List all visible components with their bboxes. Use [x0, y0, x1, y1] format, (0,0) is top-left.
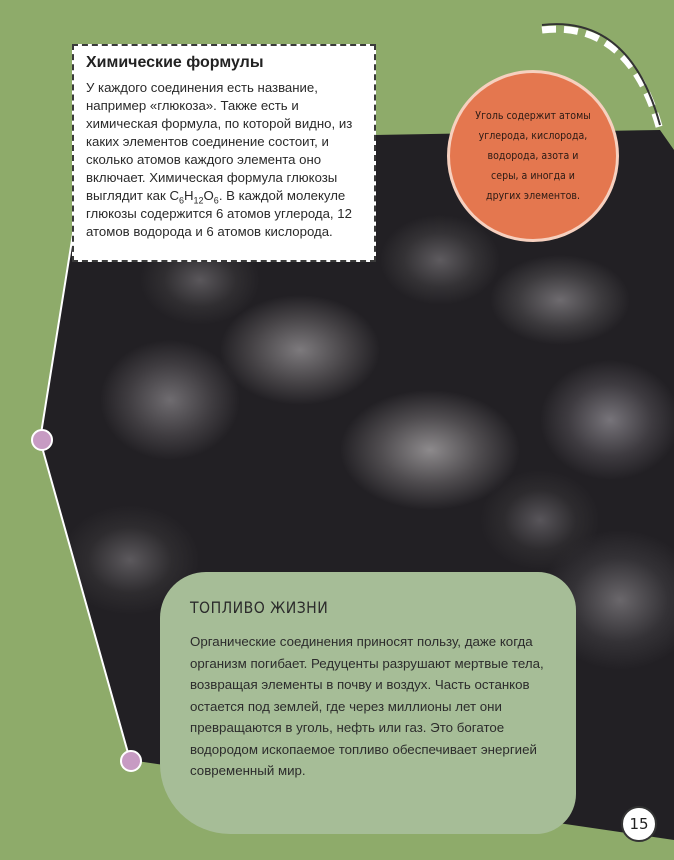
fuel-box-title: ТОПЛИВО ЖИЗНИ: [190, 598, 329, 617]
chemical-formulas-box: [72, 44, 376, 262]
coal-composition-text: Уголь содержит атомы углерода, кислорода, водорода, азота и серы, а иногда и других элементов.: [475, 109, 591, 202]
formula-box-title: Химические формулы: [86, 54, 264, 71]
glucose-formula: $C_6H_{12}O_6$: [169, 188, 219, 206]
fuel-box-text: Органические соединения приносят пользу, даже когда организм погибает. Редуценты разрушают мертвые тела, возвращая элементы в почву и воздух. Часть останков остается под землей, где через миллионы лет они превращаются в уголь, нефть или газ. Это богатое водородом ископаемое топливо обеспечивает энергией современный мир.: [190, 634, 544, 778]
decorative-dot: [120, 750, 142, 772]
fuel-of-life-box: [160, 572, 576, 834]
coal-composition-note: [447, 70, 619, 242]
page-number: 15: [621, 806, 657, 842]
decorative-dot: [31, 429, 53, 451]
formula-box-text: У каждого соединения есть название, например «глюкоза». Также есть и химическая формула, по которой видно, из каких элементов соединение состоит, и сколько атомов каждого элемента оно включает. Химическая формула глюкозы выглядит как $C_6H_{12}O_6$. В каждой молекуле глюкозы содержится 6 атомов углерода, 12 атомов водорода и 6 атомов кислорода.: [86, 80, 353, 239]
